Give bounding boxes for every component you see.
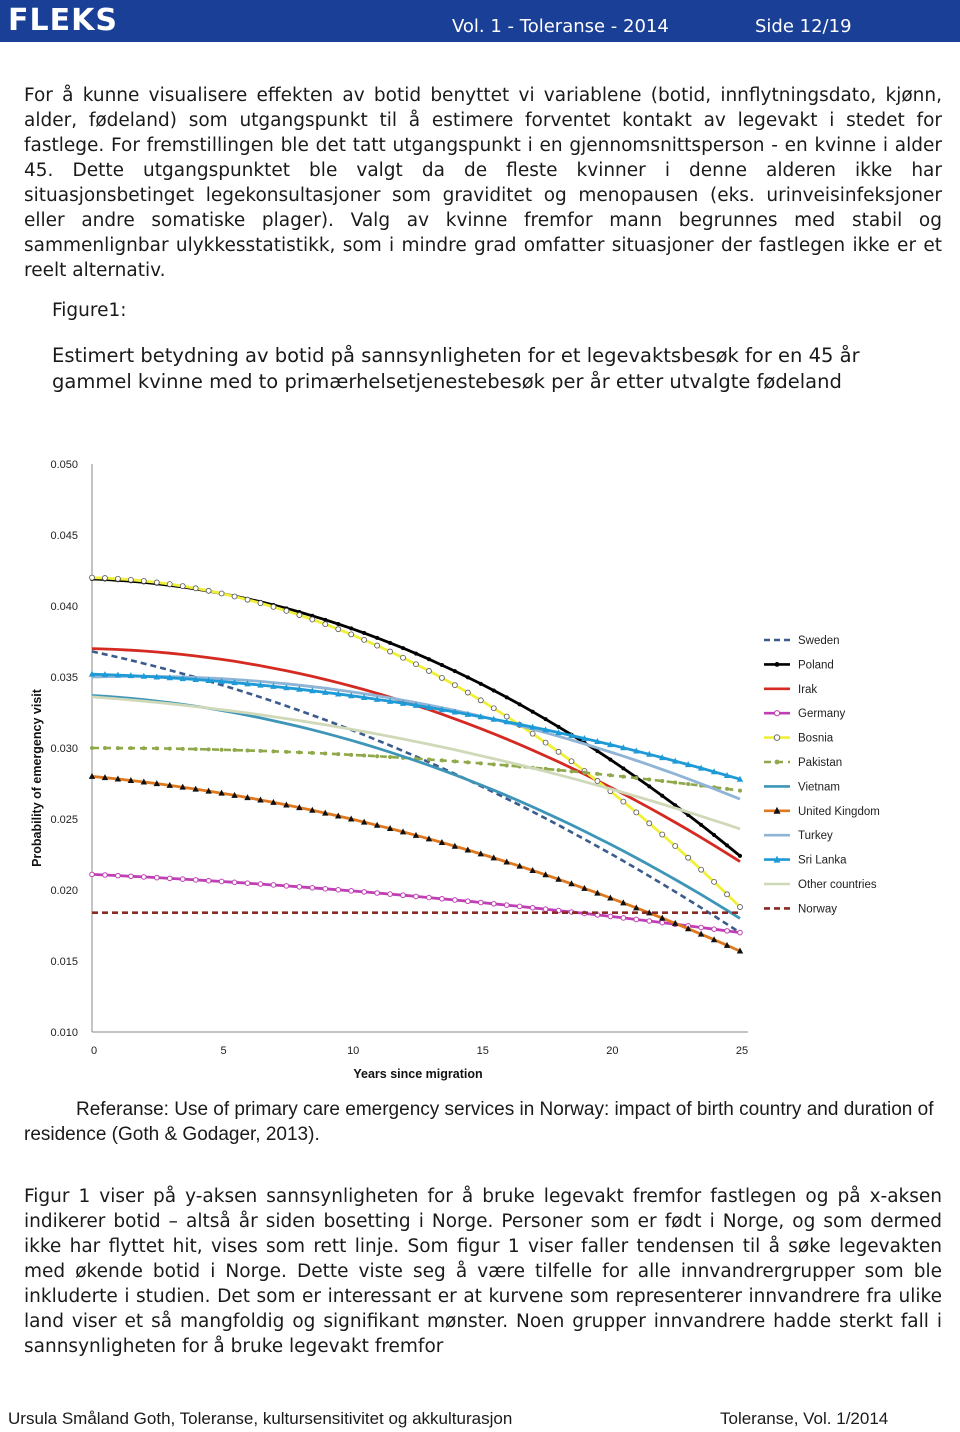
series-marker	[504, 714, 509, 719]
series-marker	[453, 759, 457, 763]
series-marker	[439, 675, 444, 680]
series-marker	[595, 778, 600, 783]
series-marker	[284, 750, 288, 754]
series-marker	[440, 896, 445, 901]
series-marker	[245, 881, 250, 886]
series-marker	[297, 750, 301, 754]
series-marker	[401, 655, 406, 660]
legend-label: Norway	[798, 903, 837, 916]
series-marker	[336, 752, 340, 756]
legend-label: Turkey	[798, 830, 833, 843]
y-tick-label: 0.035	[50, 672, 78, 684]
series-marker	[582, 771, 586, 775]
x-tick-label: 20	[606, 1045, 619, 1057]
series-marker	[738, 930, 743, 935]
series-marker	[725, 787, 729, 791]
series-marker	[634, 810, 639, 815]
x-tick-label: 10	[347, 1045, 360, 1057]
series-marker	[167, 582, 172, 587]
series-marker	[181, 747, 185, 751]
series-marker	[466, 760, 470, 764]
legend-label: Poland	[798, 659, 834, 672]
y-tick-label: 0.010	[50, 1027, 78, 1039]
series-marker	[647, 821, 652, 826]
series-marker	[531, 710, 535, 714]
series-marker	[258, 882, 263, 887]
series-marker	[738, 905, 743, 910]
series-marker	[660, 794, 664, 798]
figure-reference: Referanse: Use of primary care emergency services in Norway: impact of birth country and duration of residence (Goth & Godager, 2013).	[24, 1099, 934, 1145]
series-marker	[544, 717, 548, 721]
series-marker	[142, 875, 147, 880]
series-marker	[699, 823, 703, 827]
y-tick-label: 0.015	[50, 956, 78, 968]
y-tick-label: 0.025	[50, 814, 78, 826]
legend-marker	[775, 760, 780, 765]
series-marker	[465, 690, 470, 695]
legend-label: United Kingdom	[798, 805, 880, 818]
series-marker	[284, 608, 289, 613]
series-marker	[180, 584, 185, 589]
series-marker	[193, 586, 198, 591]
series-marker	[621, 766, 625, 770]
journal-brand: FLEKS	[8, 3, 118, 38]
series-marker	[154, 580, 159, 585]
series-marker	[220, 748, 224, 752]
series-marker	[427, 657, 431, 661]
series-marker	[712, 833, 716, 837]
series-marker	[167, 876, 172, 881]
series-marker	[518, 702, 522, 706]
series-marker	[129, 874, 134, 879]
series-marker	[570, 769, 574, 773]
series-marker	[362, 631, 366, 635]
intro-paragraph: For å kunne visualisere effekten av botid benyttet vi variablene (botid, innflytningsdato, kjønn, alder, fødeland) som utgangspunkt til å estimere forventet kontakt av legevakt i stedet for fastlege. For fremstillingen ble det tatt utgangspunkt i en gjennomsnittsperson - en kvinne i alder 45. Dette utgangspunktet ble valgt da de fleste kvinner i denne alderen ikke har situasjonsbetinget legekonsultasjoner som graviditet og menopausen (eks. urinveisinfeksjoner eller andre somatiske plager). Valg av kvinne fremfor mann begrunnes med stabil og sammenlignbar ulykkesstatistikk, som i mindre grad omfatter situasjoner der fastlegen ikke er et reelt alternativ.	[24, 85, 942, 281]
series-marker	[155, 875, 160, 880]
series-marker	[686, 782, 690, 786]
legend-label: Bosnia	[798, 732, 834, 745]
series-marker	[336, 622, 340, 626]
series-marker	[271, 604, 276, 609]
series-marker	[388, 755, 392, 759]
series-marker	[647, 778, 651, 782]
series-marker	[349, 632, 354, 637]
y-tick-label: 0.030	[50, 743, 78, 755]
series-marker	[517, 904, 522, 909]
x-tick-label: 5	[220, 1045, 227, 1057]
series-marker	[246, 748, 250, 752]
series-marker	[660, 832, 665, 837]
series-marker	[155, 746, 159, 750]
series-marker	[245, 597, 250, 602]
series-marker	[427, 758, 431, 762]
series-marker	[466, 899, 471, 904]
series-marker	[115, 576, 120, 581]
series-marker	[738, 854, 742, 858]
series-marker	[557, 768, 561, 772]
series-marker	[660, 920, 665, 925]
series-marker	[284, 884, 289, 889]
legend-label: Pakistan	[798, 757, 843, 769]
footer-journal: Toleranse, Vol. 1/2014	[720, 1409, 889, 1428]
series-marker	[530, 905, 535, 910]
series-marker	[647, 784, 651, 788]
series-marker	[414, 652, 418, 656]
series-marker	[621, 775, 625, 779]
series-marker	[103, 873, 108, 878]
series-marker	[725, 892, 730, 897]
page-header	[0, 0, 960, 42]
series-marker	[323, 622, 328, 627]
series-marker	[310, 886, 315, 891]
series-marker	[362, 637, 367, 642]
series-marker	[427, 895, 432, 900]
series-marker	[426, 668, 431, 673]
series-marker	[530, 731, 535, 736]
series-marker	[595, 772, 599, 776]
x-tick-label: 0	[90, 1045, 98, 1057]
y-tick-label: 0.020	[50, 885, 78, 897]
legend-marker	[774, 735, 780, 741]
series-marker	[673, 781, 677, 785]
series-marker	[414, 894, 419, 899]
legend-label: Sweden	[798, 635, 840, 647]
series-marker	[401, 893, 406, 898]
series-marker	[634, 776, 638, 780]
series-marker	[505, 763, 509, 767]
series-marker	[479, 761, 483, 765]
series-marker	[479, 682, 483, 686]
series-marker	[608, 758, 612, 762]
series-marker	[504, 903, 509, 908]
series-marker	[193, 878, 198, 883]
series-marker	[219, 591, 224, 596]
series-marker	[336, 627, 341, 632]
legend-label: Vietnam	[798, 781, 840, 794]
legend-label: Irak	[798, 683, 818, 696]
series-marker	[738, 789, 742, 793]
series-marker	[491, 706, 496, 711]
series-marker	[699, 925, 704, 930]
series-marker	[466, 675, 470, 679]
series-marker	[608, 914, 613, 919]
series-marker	[375, 643, 380, 648]
series-marker	[90, 575, 95, 580]
series-marker	[180, 877, 185, 882]
series-marker	[362, 890, 367, 895]
series-marker	[271, 749, 275, 753]
series-marker	[388, 641, 392, 645]
series-marker	[453, 669, 457, 673]
series-marker	[440, 663, 444, 667]
series-marker	[673, 843, 678, 848]
series-marker	[725, 929, 730, 934]
series-marker	[129, 746, 133, 750]
body-paragraph: Figur 1 viser på y-aksen sannsynligheten for å bruke legevakt fremfor fastlegen og på x-aksen indikerer botid – altså år siden bosetting i Norge. Personer som er født i Norge, og som dermed ikke har flyttet hit, vises som rett linje. Som figur 1 viser faller tendensen til å søke legevakten med økende botid i Norge. Dette viste seg å være tilfelle for alle innvandrergrupper som ble inkluderte i studien. Det som er interessant er at kurvene som representerer innvandrere fra ulike land viser et så mangfoldig og signifikant mønster. Noen grupper innvandrere hadde sterkt fall i sannsynligheten for å bruke legevakt fremfor	[24, 1186, 942, 1357]
series-marker	[194, 747, 198, 751]
series-marker	[362, 754, 366, 758]
series-marker	[569, 759, 574, 764]
y-tick-label: 0.045	[50, 530, 78, 542]
series-marker	[375, 636, 379, 640]
series-marker	[258, 749, 262, 753]
series-marker	[310, 751, 314, 755]
series-marker	[349, 626, 353, 630]
series-marker	[712, 927, 717, 932]
series-marker	[557, 725, 561, 729]
series-marker	[699, 867, 704, 872]
series-marker	[128, 577, 133, 582]
series-marker	[414, 662, 419, 667]
series-marker	[206, 588, 211, 593]
series-marker	[660, 779, 664, 783]
figure-chart	[0, 440, 960, 1090]
series-marker	[375, 891, 380, 896]
series-marker	[686, 855, 691, 860]
footer-author: Ursula Småland Goth, Toleranse, kultursensitivitet og akkulturasjon	[8, 1409, 513, 1428]
series-marker	[297, 885, 302, 890]
page-number: Side 12/19	[755, 16, 852, 37]
x-axis-title: Years since migration	[353, 1067, 483, 1081]
series-marker	[543, 740, 548, 745]
y-tick-label: 0.050	[50, 459, 78, 471]
series-marker	[505, 695, 509, 699]
x-tick-label: 15	[476, 1045, 489, 1057]
series-marker	[297, 613, 302, 618]
series-marker	[492, 688, 496, 692]
legend-label: Sri Lanka	[798, 854, 847, 867]
volume-info: Vol. 1 - Toleranse - 2014	[452, 16, 669, 37]
series-marker	[141, 578, 146, 583]
series-marker	[440, 758, 444, 762]
series-marker	[608, 773, 612, 777]
series-marker	[90, 872, 95, 877]
series-marker	[232, 594, 237, 599]
series-marker	[491, 901, 496, 906]
series-marker	[556, 749, 561, 754]
figure-label: Figure1:	[52, 300, 127, 321]
series-marker	[647, 919, 652, 924]
series-marker	[207, 747, 211, 751]
x-tick-label: 25	[735, 1045, 749, 1057]
series-marker	[142, 746, 146, 750]
series-marker	[323, 752, 327, 756]
series-marker	[634, 917, 639, 922]
series-marker	[621, 916, 626, 921]
series-marker	[258, 601, 263, 606]
series-marker	[621, 799, 626, 804]
series-marker	[452, 683, 457, 688]
series-marker	[388, 649, 393, 654]
series-marker	[103, 746, 107, 750]
series-marker	[102, 576, 107, 581]
series-marker	[271, 883, 276, 888]
series-marker	[375, 754, 379, 758]
legend-label: Other countries	[798, 879, 877, 891]
legend-label: Germany	[798, 708, 846, 721]
series-marker	[725, 843, 729, 847]
series-marker	[168, 747, 172, 751]
series-marker	[712, 879, 717, 884]
y-axis-title: Probability of emergency visit	[30, 689, 44, 867]
series-marker	[310, 617, 315, 622]
series-marker	[219, 879, 224, 884]
legend-marker	[775, 662, 780, 667]
series-marker	[336, 888, 341, 893]
figure-title: Estimert betydning av botid på sannsynligheten for et legevaktsbesøk for en 45 år gammel kvinne med to primærhelsetjenestebesøk per år etter utvalgte fødeland	[52, 344, 860, 393]
series-marker	[116, 873, 121, 878]
series-marker	[90, 746, 94, 750]
series-marker	[349, 889, 354, 894]
series-marker	[453, 898, 458, 903]
y-tick-label: 0.040	[50, 601, 78, 613]
series-marker	[233, 748, 237, 752]
series-marker	[323, 886, 328, 891]
series-marker	[401, 646, 405, 650]
series-marker	[492, 762, 496, 766]
series-marker	[232, 880, 237, 885]
legend-marker	[774, 711, 779, 716]
series-marker	[116, 746, 120, 750]
series-marker	[323, 618, 327, 622]
series-marker	[478, 698, 483, 703]
series-marker	[543, 907, 548, 912]
series-marker	[388, 892, 393, 897]
series-marker	[349, 753, 353, 757]
series-marker	[206, 878, 211, 883]
series-marker	[479, 900, 484, 905]
